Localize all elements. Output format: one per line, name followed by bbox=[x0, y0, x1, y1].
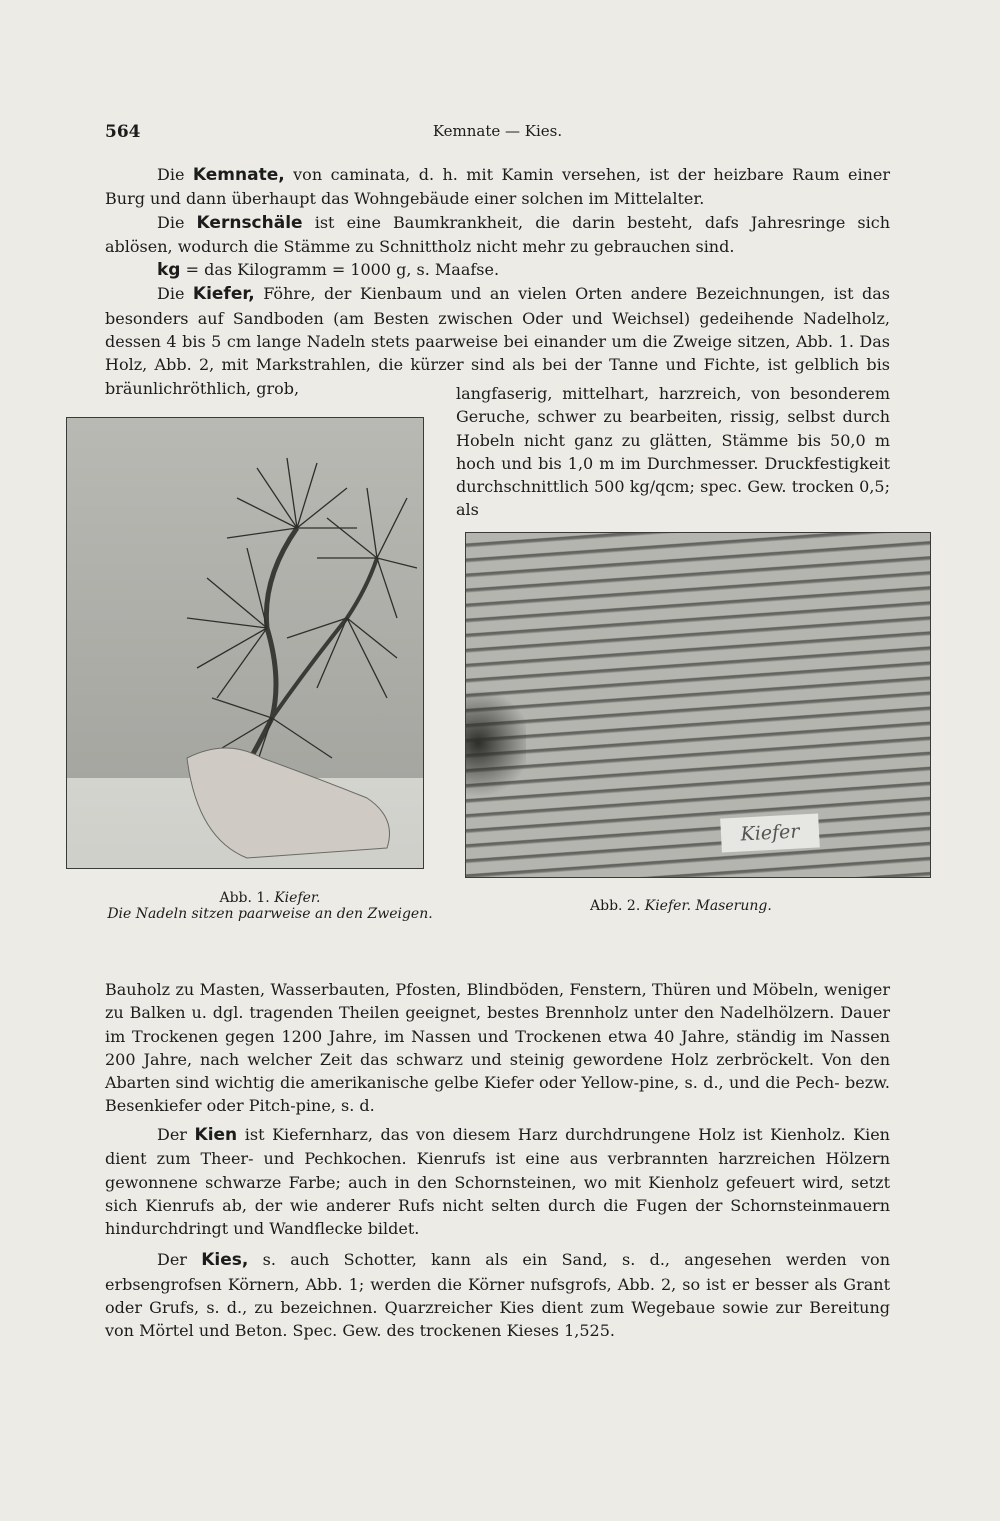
grain-sample-label: Kiefer bbox=[720, 813, 820, 852]
figure1-title: Kiefer. bbox=[274, 890, 321, 906]
entry-kies: Der Kies, s. auch Schotter, kann als ein Sand, s. d., angesehen werden von erbsengrofsen Körnern, Abb. 1; werden die Körner nufsgrofs, Abb. 2, so ist er besser als Grant oder Grufs, s. d., zu bezeichnen. Quarzreicher Kies dient zum Wegebaue sowie zur Bereitung von Mörtel und Beton. Spec. Gew. des trockenen Kieses 1,525. bbox=[105, 1250, 890, 1341]
term-kg: kg bbox=[157, 260, 181, 281]
pine-branch-illustration bbox=[67, 418, 423, 868]
figure-pine-grain bbox=[465, 532, 931, 878]
figure2-title: Kiefer. bbox=[644, 898, 692, 914]
entry-kg: kg = das Kilogramm = 1000 g, s. Maafse. bbox=[157, 260, 500, 281]
page-number: 564 bbox=[105, 122, 141, 142]
continued-text: Bauholz zu Masten, Wasserbauten, Pfosten, Blindböden, Fenstern, Thüren und Möbeln, weniger zu Balken u. dgl. tragenden Theilen geeignet, bestes Brennholz unter den Nadelhölzern. Dauer im Trockenen gegen 1200 Jahre, im Nassen und Trockenen etwa 40 Jahre, ständig im Nassen 200 Jahre, nach welcher Zeit das schwarz und steinig gewordene Holz zerbröckelt. Von den Abarten sind wichtig die amerikanische gelbe Kiefer oder Yellow-pine, s. d., und die Pech- bezw. Besenkiefer oder Pitch-pine, s. d. bbox=[105, 980, 890, 1116]
bottom-text-block bbox=[105, 1123, 890, 1343]
figure1-description: Die Nadeln sitzen paarweise an den Zweigen. bbox=[107, 906, 433, 922]
figure-pine-branch bbox=[66, 417, 424, 869]
figure1-label: Abb. 1. bbox=[219, 890, 270, 906]
entry-kemnate: Die Kemnate, von caminata, d. h. mit Kamin versehen, ist der heizbare Raum einer Burg und dann überhaupt das Wohngebäude einer solchen im Mittelalter. bbox=[105, 165, 890, 209]
term-kemnate: Kemnate, bbox=[192, 165, 285, 185]
top-text-block bbox=[105, 163, 890, 400]
figure2-label: Abb. 2. bbox=[590, 898, 641, 914]
figure2-caption bbox=[590, 898, 920, 914]
figure1-caption bbox=[105, 890, 435, 922]
entry-kiefer: Die Kiefer, Föhre, der Kienbaum und an vielen Orten andere Bezeichnungen, ist das besonders auf Sandboden (am Besten zwischen Oder und Weichsel) gedeihende Nadelholz, dessen 4 bis 5 cm lange Nadeln stets paarweise bei einander um die Zweige sitzen, Abb. 1. Das Holz, Abb. 2, mit Markstrahlen, die kürzer sind als bei der Tanne und Fichte, ist gelblich bis bräunlichröthlich, grob, bbox=[105, 284, 890, 398]
knot-mark bbox=[466, 683, 526, 803]
term-kernschaele: Kernschäle bbox=[196, 212, 303, 233]
term-kies: Kies, bbox=[201, 1250, 249, 1271]
entry-kien: Der Kien ist Kiefernharz, das von diesem Harz durchdrungene Holz ist Kienholz. Kien dient zum Theer- und Pechkochen. Kienrufs ist eine aus verbrannten harzreichen Hölzern gewonnene schwarze Farbe; auch in den Schornsteinen, wo mit Kienholz gefeuert wird, setzt sich Kienrufs ab, der wie anderer Rufs nicht selten durch die Fugen der Schornsteinmauern hindurchdringt und Wandflecke bildet. bbox=[105, 1125, 890, 1239]
running-title: Kemnate — Kies. bbox=[432, 122, 563, 140]
term-kiefer: Kiefer, bbox=[192, 284, 255, 305]
wrapped-text: langfaserig, mittelhart, harzreich, von besonderem Geruche, schwer zu bearbeiten, rissig, selbst durch Hobeln nicht ganz zu glätten, Stämme bis 50,0 m hoch und bis 1,0 m im Durchmesser. Druckfestigkeit durchschnittlich 500 kg/qcm; spec. Gew. trocken 0,5; als bbox=[456, 384, 890, 520]
figure2-subtitle: Maserung. bbox=[695, 898, 772, 914]
term-kien: Kien bbox=[194, 1125, 238, 1145]
entry-kernschaele: Die Kernschäle ist eine Baumkrankheit, die darin besteht, dafs Jahresringe sich ablösen, wodurch die Stämme zu Schnittholz nicht mehr zu gebrauchen sind. bbox=[105, 212, 891, 256]
